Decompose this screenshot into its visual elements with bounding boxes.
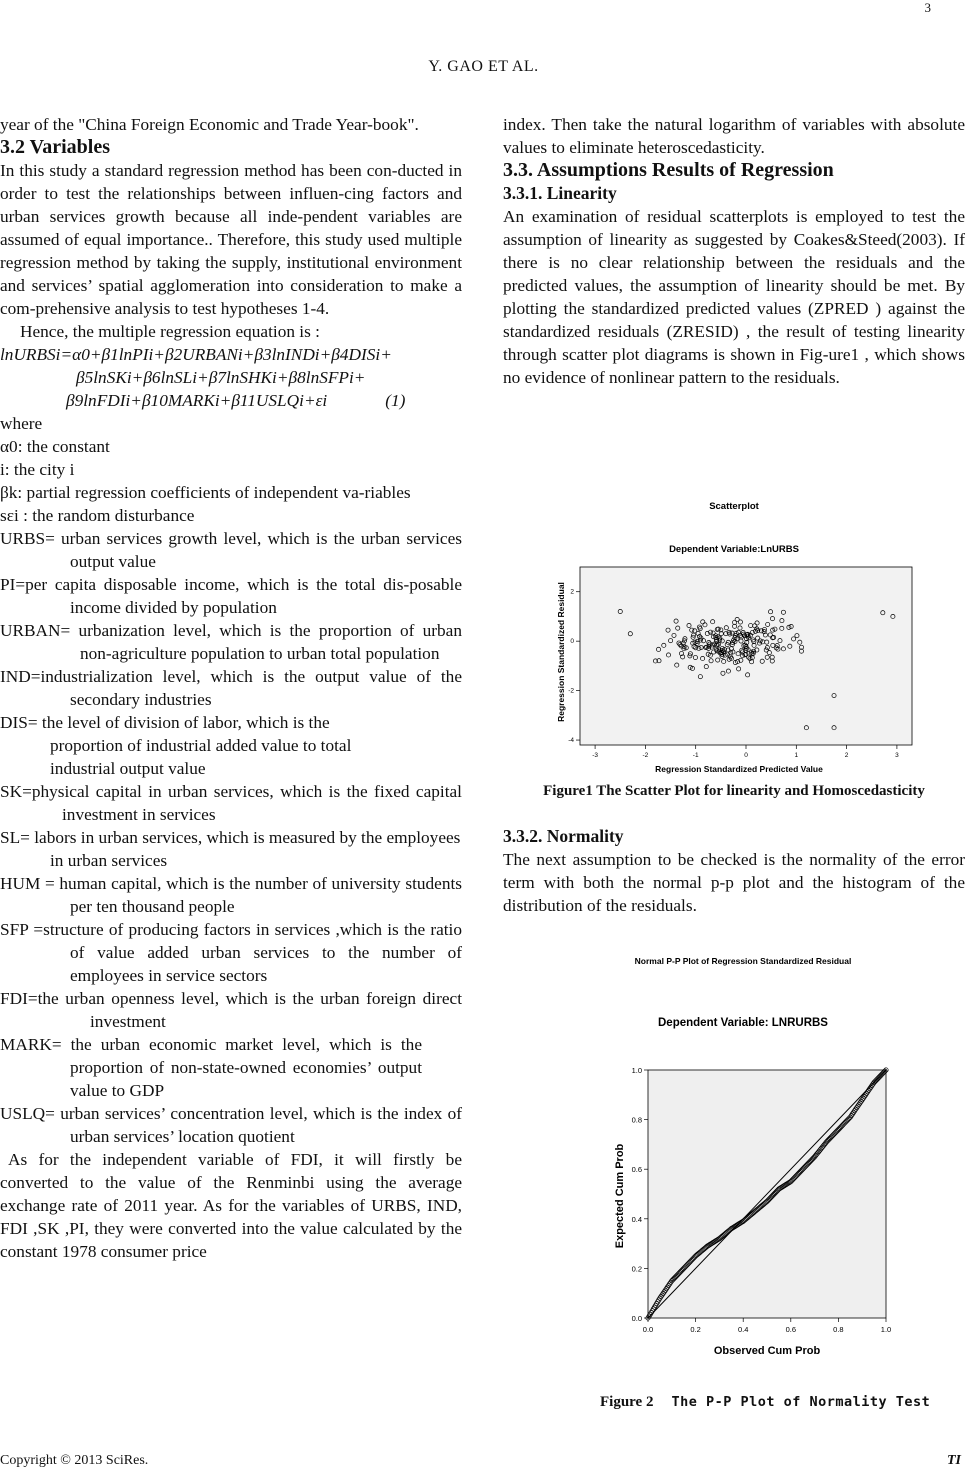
- paragraph: In this study a standard regression method has been con-ducted in order to test the relationships between influen-cing factors and urban services growth because all inde-pendent variables are assumed of equal importance.. Therefore, this study used multiple regression method by taking the supply, institutional environment and services’ spatial agglomeration into consideration to make a com-prehensive analysis to test hypotheses 1-4.: [0, 161, 462, 318]
- pp-chart: [570, 948, 915, 1363]
- definition: FDI=the urban openness level, which is the urban foreign direct investment: [0, 989, 462, 1031]
- paragraph: Hence, the multiple regression equation is :: [20, 322, 320, 341]
- y-tick-label: 2: [570, 588, 574, 596]
- chart-title: Normal P-P Plot of Regression Standardized Residual: [634, 956, 852, 966]
- equation-line-3: [0, 389, 462, 412]
- definition: URBAN= urbanization level, which is the proportion of urban non-agriculture population to urban total population: [0, 621, 462, 663]
- equation-number: (1): [385, 391, 406, 410]
- x-tick-label: 0.4: [737, 1325, 749, 1334]
- chart-subtitle: Dependent Variable: LNRURBS: [658, 1017, 828, 1029]
- definition: sεi : the random disturbance: [0, 506, 195, 525]
- subsection-heading-linearity: 3.3.1. Linearity: [503, 183, 617, 203]
- figure-2-label: Figure 2: [600, 1394, 654, 1410]
- y-tick-label: 0.0: [631, 1314, 642, 1323]
- definition: IND=industrialization level, which is the output value of the secondary industries: [0, 667, 462, 709]
- plot-area: [580, 567, 912, 745]
- definition: DIS= the level of division of labor, which is the proportion of industrial added value to total industrial output value: [0, 713, 352, 778]
- chart-subtitle: Dependent Variable:LnURBS: [669, 544, 799, 555]
- definition: βk: partial regression coefficients of independent va-riables: [0, 483, 411, 502]
- subsection-heading-normality: 3.3.2. Normality: [503, 826, 624, 846]
- x-tick-label: 0: [744, 752, 748, 759]
- definition: USLQ= urban services’ concentration level, which is the index of urban services’ location quotient: [0, 1104, 462, 1146]
- x-tick-label: 1: [794, 752, 799, 759]
- page-footer: [0, 1453, 967, 1469]
- y-tick-label: 0.8: [631, 1115, 642, 1125]
- normality-section: [503, 825, 965, 917]
- x-tick-label: -3: [592, 752, 598, 759]
- y-tick-label: -4: [568, 737, 574, 745]
- x-tick-label: 1.0: [880, 1325, 892, 1334]
- journal-abbrev: TI: [947, 1453, 961, 1468]
- definition: URBS= urban services growth level, which is the urban services output value: [0, 529, 462, 571]
- section-heading-variables: 3.2 Variables: [0, 136, 111, 158]
- x-axis-label: Observed Cum Prob: [713, 1345, 821, 1357]
- y-tick-label: 1.0: [631, 1066, 642, 1075]
- definition: SK=physical capital in urban services, which is the fixed capital investment in services: [0, 782, 462, 824]
- equation-line-2: β5lnSKi+β6lnSLi+β7lnSHKi+β8lnSFPi+: [76, 368, 366, 387]
- figure-1-caption: Figure1 The Scatter Plot for linearity and Homoscedasticity: [543, 783, 925, 799]
- paragraph: As for the independent variable of FDI, it will firstly be converted to the value of the Renminbi using the average exchange rate of 2011 year. As for the variables of URBS, IND, FDI ,SK ,PI, they were converted into the value calculated by the constant 1978 consumer price: [0, 1150, 462, 1261]
- figure-2-title: The P-P Plot of Normality Test: [671, 1394, 931, 1410]
- y-tick-label: 0: [570, 638, 574, 646]
- y-axis-label: Expected Cum Prob: [614, 1143, 626, 1249]
- y-axis-label: Regression Standardized Residual: [556, 582, 566, 722]
- paragraph: year of the "China Foreign Economic and Trade Year-book".: [0, 115, 419, 134]
- x-tick-label: 0.2: [690, 1325, 701, 1334]
- definition: PI=per capita disposable income, which is the total dis-posable income divided by population: [0, 575, 462, 617]
- definition: SL= labors in urban services, which is measured by the employees in urban services: [0, 828, 461, 870]
- x-tick-label: -1: [692, 752, 699, 759]
- definition: SFP =structure of producing factors in services ,which is the ratio of value added urban services to the number of employees in service sectors: [0, 920, 462, 985]
- page-number: 3: [924, 0, 931, 15]
- definition: MARK= the urban economic market level, which is the proportion of non-state-owned economies’ output value to GDP: [0, 1035, 422, 1100]
- copyright: Copyright © 2013 SciRes.: [0, 1453, 149, 1468]
- y-tick-label: -2: [568, 687, 574, 695]
- paragraph: index. Then take the natural logarithm of variables with absolute values to eliminate heteroscedasticity.: [503, 115, 965, 157]
- equation-line-1: lnURBSi=α0+β1lnPIi+β2URBANi+β3lnINDi+β4DISi+: [0, 345, 392, 364]
- running-head: Y. GAO ET AL.: [428, 58, 539, 75]
- figure-2-pp-plot: [570, 948, 915, 1363]
- figure-1-scatterplot: [548, 495, 920, 780]
- x-tick-label: 2: [844, 752, 849, 759]
- definition: α0: the constant: [0, 437, 110, 456]
- x-tick-label: 0.0: [642, 1325, 654, 1334]
- x-tick-label: 0.6: [785, 1325, 797, 1334]
- y-tick-label: 0.6: [631, 1165, 642, 1175]
- definition: HUM = human capital, which is the number of university students per ten thousand people: [0, 874, 462, 916]
- x-axis-label: Regression Standardized Predicted Value: [655, 764, 823, 774]
- paragraph: The next assumption to be checked is the normality of the error term with both the normal p-p plot and the histogram of the distribution of the residuals.: [503, 850, 965, 915]
- definition: i: the city i: [0, 460, 75, 479]
- y-tick-label: 0.4: [631, 1214, 642, 1224]
- scatter-chart: [548, 495, 920, 780]
- x-tick-label: 0.8: [833, 1325, 844, 1334]
- section-heading-assumptions: 3.3. Assumptions Results of Regression: [503, 159, 834, 181]
- left-column: [0, 113, 462, 1263]
- right-column: [503, 113, 965, 389]
- figure-2-caption: [600, 1394, 960, 1411]
- where-label: where: [0, 414, 43, 433]
- equation-text: β9lnFDIi+β10MARKi+β11USLQi+εi: [66, 391, 328, 410]
- x-tick-label: -2: [642, 752, 649, 759]
- x-tick-label: 3: [895, 752, 899, 759]
- y-tick-label: 0.2: [631, 1264, 642, 1274]
- paragraph: An examination of residual scatterplots is employed to test the assumption of linearity as suggested by Coakes&Steed(2003). If there is no clear relationship between the residuals and the predicted values, the assumption of linearity should be met. By plotting the standardized predicted values (ZPRED ) against the standardized residuals (ZRESID) , the result of testing linearity through scatter plot diagrams is shown in Fig-ure1 , which shows no evidence of nonlinear pattern to the residuals.: [503, 207, 965, 387]
- chart-title: Scatterplot: [709, 501, 759, 512]
